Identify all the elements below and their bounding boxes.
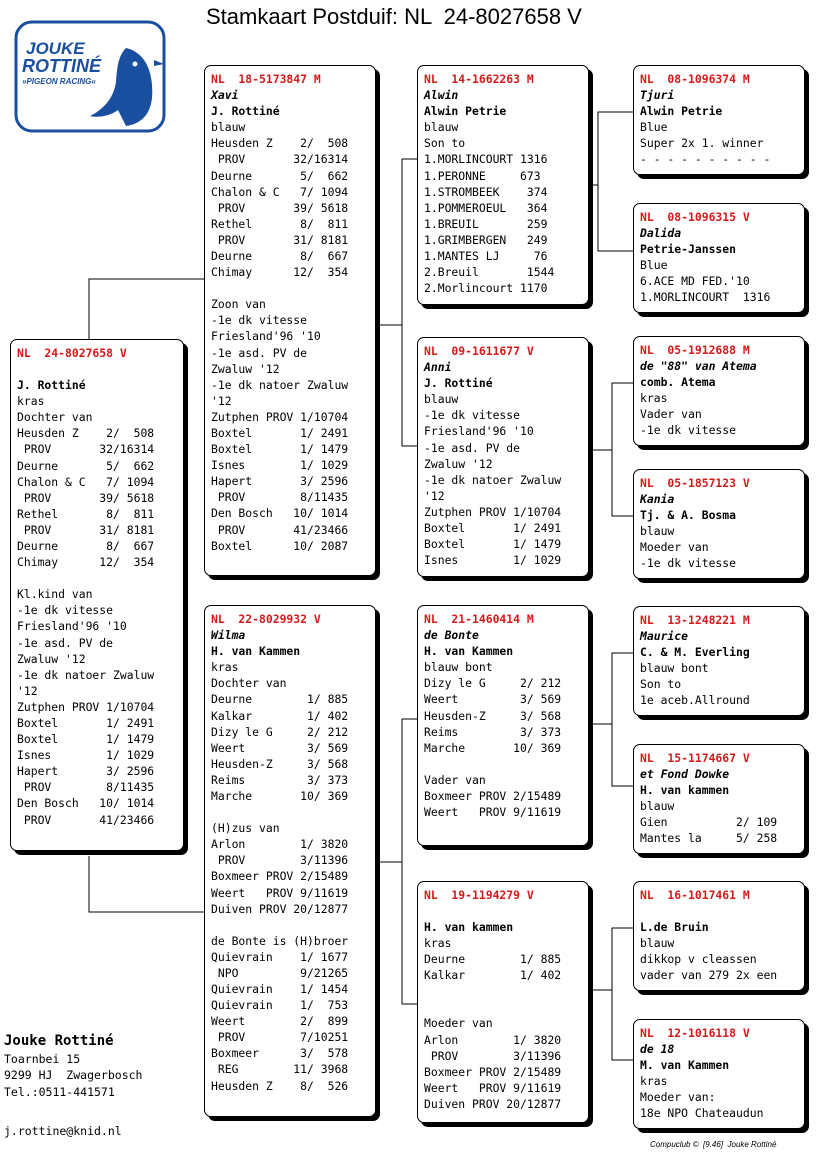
ring-number: NL 05-1912688 M [640, 343, 750, 357]
pigeon-card-ff [417, 65, 589, 305]
info-line: blauw [424, 120, 459, 135]
ring-number: NL 18-5173847 M [211, 72, 321, 86]
info-line: Chalon & C 7/ 1094 [211, 184, 349, 199]
info-line: '12 [424, 488, 445, 503]
info-line: (H)zus van [211, 821, 280, 836]
info-line: -1e asd. PV de [211, 345, 308, 360]
info-line: 18e NPO Chateaudun [640, 1106, 764, 1121]
owner-phone: Tel.:0511-441571 [4, 1084, 115, 1099]
ring-number: NL 22-8029932 V [211, 612, 321, 626]
info-line: Heusden Z 8/ 526 [211, 1078, 349, 1093]
info-line: Zutphen PROV 1/10704 [17, 699, 155, 714]
info-line: 1.POMMEROEUL 364 [424, 200, 548, 215]
info-line: Moeder van [424, 1016, 493, 1031]
owner-city: 9299 HJ Zwagerbosch [4, 1068, 143, 1083]
info-line: Chalon & C 7/ 1094 [17, 474, 155, 489]
info-line: -1e dk natoer Zwaluw [424, 472, 562, 487]
info-line: Dizy le G 2/ 212 [424, 676, 562, 691]
breeder-name: J. Rottiné [211, 104, 280, 119]
info-line: Boxtel 1/ 1479 [424, 537, 562, 552]
pigeon-card-ffm [633, 203, 805, 313]
info-line: kras [424, 936, 452, 951]
info-line: Mantes la 5/ 258 [640, 831, 778, 846]
info-line: Isnes 1/ 1029 [211, 458, 349, 473]
ring-number: NL 12-1016118 V [640, 1026, 750, 1040]
logo-line2: ROTTINÉ [22, 56, 101, 76]
info-line: -1e dk vitesse [640, 423, 737, 438]
ring-number: NL 09-1611677 V [424, 344, 534, 358]
breeder-name: M. van Kammen [640, 1058, 730, 1073]
pigeon-card-mf [417, 605, 589, 846]
info-line: 1.GRIMBERGEN 249 [424, 232, 548, 247]
info-line: PROV 41/23466 [211, 522, 349, 537]
info-line: 2.Morlincourt 1170 [424, 281, 548, 296]
info-line: PROV 41/23466 [17, 812, 155, 827]
info-line: -1e dk vitesse [640, 556, 737, 571]
info-line: Deurne 1/ 885 [211, 692, 349, 707]
info-line: 1.STROMBEEK 374 [424, 184, 548, 199]
spacer [17, 361, 178, 377]
info-line: vader van 279 2x een [640, 968, 778, 983]
info-line: Boxtel 1/ 1479 [211, 442, 349, 457]
ring-number: NL 08-1096374 M [640, 72, 750, 86]
info-line: Boxtel 1/ 2491 [424, 521, 562, 536]
info-line: -1e dk natoer Zwaluw [17, 667, 155, 682]
info-line: Weert 2/ 899 [211, 1014, 349, 1029]
info-line: Hapert 3/ 2596 [211, 474, 349, 489]
info-line: Vader van [640, 407, 702, 422]
info-line: Weert 3/ 569 [211, 740, 349, 755]
info-line: Dochter van [211, 676, 287, 691]
pigeon-name: Tjuri [640, 88, 675, 103]
pigeon-name: Maurice [640, 629, 689, 644]
info-line: Heusden-Z 3/ 568 [211, 756, 349, 771]
pigeon-card-fm [417, 337, 589, 577]
info-line: Boxtel 1/ 1479 [17, 732, 155, 747]
info-line: Zwaluw '12 [424, 456, 493, 471]
info-line: PROV 3/11396 [424, 1048, 562, 1063]
info-line: Kl.kind van [17, 587, 93, 602]
info-line: Friesland'96 '10 [211, 329, 321, 344]
info-line: PROV 7/10251 [211, 1030, 349, 1045]
info-line: Weert PROV 9/11619 [211, 885, 349, 900]
pigeon-name: et Fond Dowke [640, 767, 730, 782]
info-line: Super 2x 1. winner [640, 136, 764, 151]
info-line: '12 [211, 393, 232, 408]
info-line: Duiven PROV 20/12877 [424, 1096, 562, 1111]
pigeon-card-father [204, 65, 376, 576]
info-line: Isnes 1/ 1029 [424, 553, 562, 568]
pigeon-card-fff [633, 65, 805, 175]
pigeon-name: Wilma [211, 628, 246, 643]
info-line: -1e dk vitesse [424, 408, 521, 423]
pigeon-card-fmf [633, 336, 805, 446]
pigeon-name: Xavi [211, 88, 239, 103]
pigeon-name [640, 903, 799, 919]
info-line: Heusden Z 2/ 508 [17, 426, 155, 441]
info-line: 1.MORLINCOURT 1316 [640, 290, 771, 305]
info-line: 2.Breuil 1544 [424, 265, 555, 280]
info-line: -1e asd. PV de [17, 635, 114, 650]
info-line: Weert PROV 9/11619 [424, 805, 562, 820]
info-line: Vader van [424, 772, 486, 787]
info-line: blauw [640, 799, 675, 814]
ring-number: NL 13-1248221 M [640, 613, 750, 627]
pigeon-name: Kania [640, 492, 675, 507]
pigeon-card-mff [633, 606, 805, 716]
info-line: Gien 2/ 109 [640, 815, 778, 830]
info-line: Boxtel 10/ 2087 [211, 538, 349, 553]
footer-credit: Compuclub © [9.46] Jouke Rottiné [650, 1140, 777, 1149]
info-line: NPO 9/21265 [211, 965, 349, 980]
info-line: 1.MORLINCOURT 1316 [424, 152, 548, 167]
breeder-name: H. van kammen [424, 920, 514, 935]
info-line: Deurne 1/ 885 [424, 952, 562, 967]
info-line: blauw [424, 392, 459, 407]
info-line: Blue [640, 120, 668, 135]
breeder-name: Petrie-Janssen [640, 242, 737, 257]
info-line: PROV 3/11396 [211, 853, 349, 868]
info-line: PROV 31/ 8181 [211, 232, 349, 247]
info-line: Son to [424, 136, 466, 151]
pigeon-card-subject [10, 339, 184, 851]
info-line: Rethel 8/ 811 [211, 216, 349, 231]
info-line: Boxmeer PROV 2/15489 [211, 869, 349, 884]
info-line: Blue [640, 258, 668, 273]
info-line: REG 11/ 3968 [211, 1062, 349, 1077]
info-line: -1e asd. PV de [424, 440, 521, 455]
pigeon-name: Anni [424, 360, 452, 375]
breeder-name: Alwin Petrie [640, 104, 723, 119]
info-line: Zoon van [211, 297, 266, 312]
owner-name: Jouke Rottiné [4, 1033, 114, 1049]
pigeon-name: de 18 [640, 1042, 675, 1057]
info-line: kras [211, 660, 239, 675]
info-line: Chimay 12/ 354 [211, 265, 349, 280]
pigeon-card-mfm [633, 744, 805, 854]
breeder-name: Tj. & A. Bosma [640, 508, 737, 523]
info-line: de Bonte is (H)broer [211, 933, 349, 948]
info-line: Reims 3/ 373 [211, 772, 349, 787]
info-line: Weert PROV 9/11619 [424, 1080, 562, 1095]
breeder-name: C. & M. Everling [640, 645, 750, 660]
pigeon-name: Alwin [424, 88, 459, 103]
info-line: Kalkar 1/ 402 [211, 708, 349, 723]
ring-number: NL 16-1017461 M [640, 888, 750, 902]
info-line: Zwaluw '12 [17, 651, 86, 666]
info-line: Quievrain 1/ 753 [211, 998, 349, 1013]
info-line: Boxmeer 3/ 578 [211, 1046, 349, 1061]
info-line: blauw [640, 524, 675, 539]
ring-number: NL 24-8027658 V [17, 346, 127, 360]
info-line: 1.PERONNE 673 [424, 168, 541, 183]
info-line: Zutphen PROV 1/10704 [211, 409, 349, 424]
info-line: Rethel 8/ 811 [17, 506, 155, 521]
info-line [424, 756, 583, 772]
info-line: PROV 8/11435 [17, 780, 155, 795]
ring-number: NL 15-1174667 V [640, 751, 750, 765]
info-line: PROV 31/ 8181 [17, 522, 155, 537]
info-line: Chimay 12/ 354 [17, 555, 155, 570]
owner-street: Toarnbei 15 [4, 1052, 81, 1067]
info-line: Heusden Z 2/ 508 [211, 136, 349, 151]
info-line: Dochter van [17, 410, 93, 425]
breeder-name: Alwin Petrie [424, 104, 507, 119]
info-line: 1.BREUIL 259 [424, 216, 548, 231]
info-line [211, 280, 370, 296]
info-line: Deurne 8/ 667 [17, 539, 155, 554]
info-line: '12 [17, 683, 38, 698]
pigeon-name [424, 903, 583, 919]
owner-email[interactable]: j.rottine@knid.nl [4, 1124, 122, 1138]
info-line: Quievrain 1/ 1677 [211, 949, 349, 964]
breeder-name: H. van kammen [640, 783, 730, 798]
ring-number: NL 21-1460414 M [424, 612, 534, 626]
info-line: Boxtel 1/ 2491 [211, 425, 349, 440]
info-line: Friesland'96 '10 [17, 619, 127, 634]
info-line: Reims 3/ 373 [424, 724, 562, 739]
info-line: PROV 39/ 5618 [17, 490, 155, 505]
info-line: Deurne 5/ 662 [17, 458, 155, 473]
info-line: Boxmeer PROV 2/15489 [424, 1064, 562, 1079]
info-line: Marche 10/ 369 [211, 789, 349, 804]
info-line: Den Bosch 10/ 1014 [211, 506, 349, 521]
info-line: kras [640, 1074, 668, 1089]
info-line: Dizy le G 2/ 212 [211, 724, 349, 739]
info-line: Arlon 1/ 3820 [424, 1032, 562, 1047]
info-line: Friesland'96 '10 [424, 424, 534, 439]
ring-number: NL 05-1857123 V [640, 476, 750, 490]
info-line: Hapert 3/ 2596 [17, 764, 155, 779]
info-line: blauw bont [424, 660, 493, 675]
pigeon-card-fmm [633, 469, 805, 579]
pigeon-card-mmf [633, 881, 805, 991]
pigeon-card-mother [204, 605, 376, 1117]
info-line: Boxtel 1/ 2491 [17, 715, 155, 730]
info-line: blauw bont [640, 661, 709, 676]
pigeon-card-mm [417, 881, 589, 1123]
info-line: -1e dk natoer Zwaluw [211, 377, 349, 392]
info-line: -1e dk vitesse [17, 603, 114, 618]
info-line: Deurne 8/ 667 [211, 249, 349, 264]
info-line: kras [640, 391, 668, 406]
ring-number: NL 19-1194279 V [424, 888, 534, 902]
ring-number: NL 08-1096315 V [640, 210, 750, 224]
breeder-name: H. van Kammen [211, 644, 301, 659]
info-line: dikkop v cleassen [640, 952, 757, 967]
breeder-name: L.de Bruin [640, 920, 709, 935]
info-line: Weert 3/ 569 [424, 692, 562, 707]
info-line: PROV 39/ 5618 [211, 200, 349, 215]
ring-number: NL 14-1662263 M [424, 72, 534, 86]
info-line: 1e aceb.Allround [640, 693, 750, 708]
info-line: Heusden-Z 3/ 568 [424, 708, 562, 723]
info-line: blauw [211, 120, 246, 135]
info-line: Zutphen PROV 1/10704 [424, 504, 562, 519]
info-line: PROV 32/16314 [17, 442, 155, 457]
info-line: Marche 10/ 369 [424, 740, 562, 755]
info-line: Son to [640, 677, 682, 692]
info-line: Moeder van: [640, 1090, 716, 1105]
pigeon-card-mmm [633, 1019, 805, 1129]
breeder-name: comb. Atema [640, 375, 716, 390]
info-line: kras [17, 394, 45, 409]
owner-address [4, 1033, 142, 1100]
info-line: Moeder van [640, 540, 709, 555]
page-title: Stamkaart Postduif: NL 24-8027658 V [206, 4, 582, 29]
logo-line1: JOUKE [26, 39, 85, 58]
info-line: - - - - - - - - - - [640, 152, 771, 167]
logo-line3: »PIGEON RACING« [22, 77, 96, 86]
info-line: Deurne 5/ 662 [211, 168, 349, 183]
info-line: Arlon 1/ 3820 [211, 837, 349, 852]
info-line [17, 570, 178, 586]
info-line [424, 999, 583, 1015]
pigeon-name: de Bonte [424, 628, 479, 643]
info-line: Den Bosch 10/ 1014 [17, 796, 155, 811]
info-line: PROV 32/16314 [211, 152, 349, 167]
info-line [211, 804, 370, 820]
info-line: Kalkar 1/ 402 [424, 968, 562, 983]
breeder-name: H. van Kammen [424, 644, 514, 659]
info-line: Quievrain 1/ 1454 [211, 981, 349, 996]
info-line [424, 983, 583, 999]
info-line: PROV 8/11435 [211, 490, 349, 505]
breeder-name: J. Rottiné [424, 376, 493, 391]
info-line: blauw [640, 936, 675, 951]
info-line: -1e dk vitesse [211, 313, 308, 328]
pigeon-name: Dalida [640, 226, 682, 241]
breeder-name: J. Rottiné [17, 378, 86, 393]
info-line: Boxmeer PROV 2/15489 [424, 788, 562, 803]
info-line: Isnes 1/ 1029 [17, 748, 155, 763]
info-line: 1.MANTES LJ 76 [424, 249, 548, 264]
pigeon-name: de "88" van Atema [640, 359, 757, 374]
info-line: 6.ACE MD FED.'10 [640, 274, 750, 289]
info-line [211, 917, 370, 933]
info-line: Duiven PROV 20/12877 [211, 901, 349, 916]
info-line: Zwaluw '12 [211, 361, 280, 376]
